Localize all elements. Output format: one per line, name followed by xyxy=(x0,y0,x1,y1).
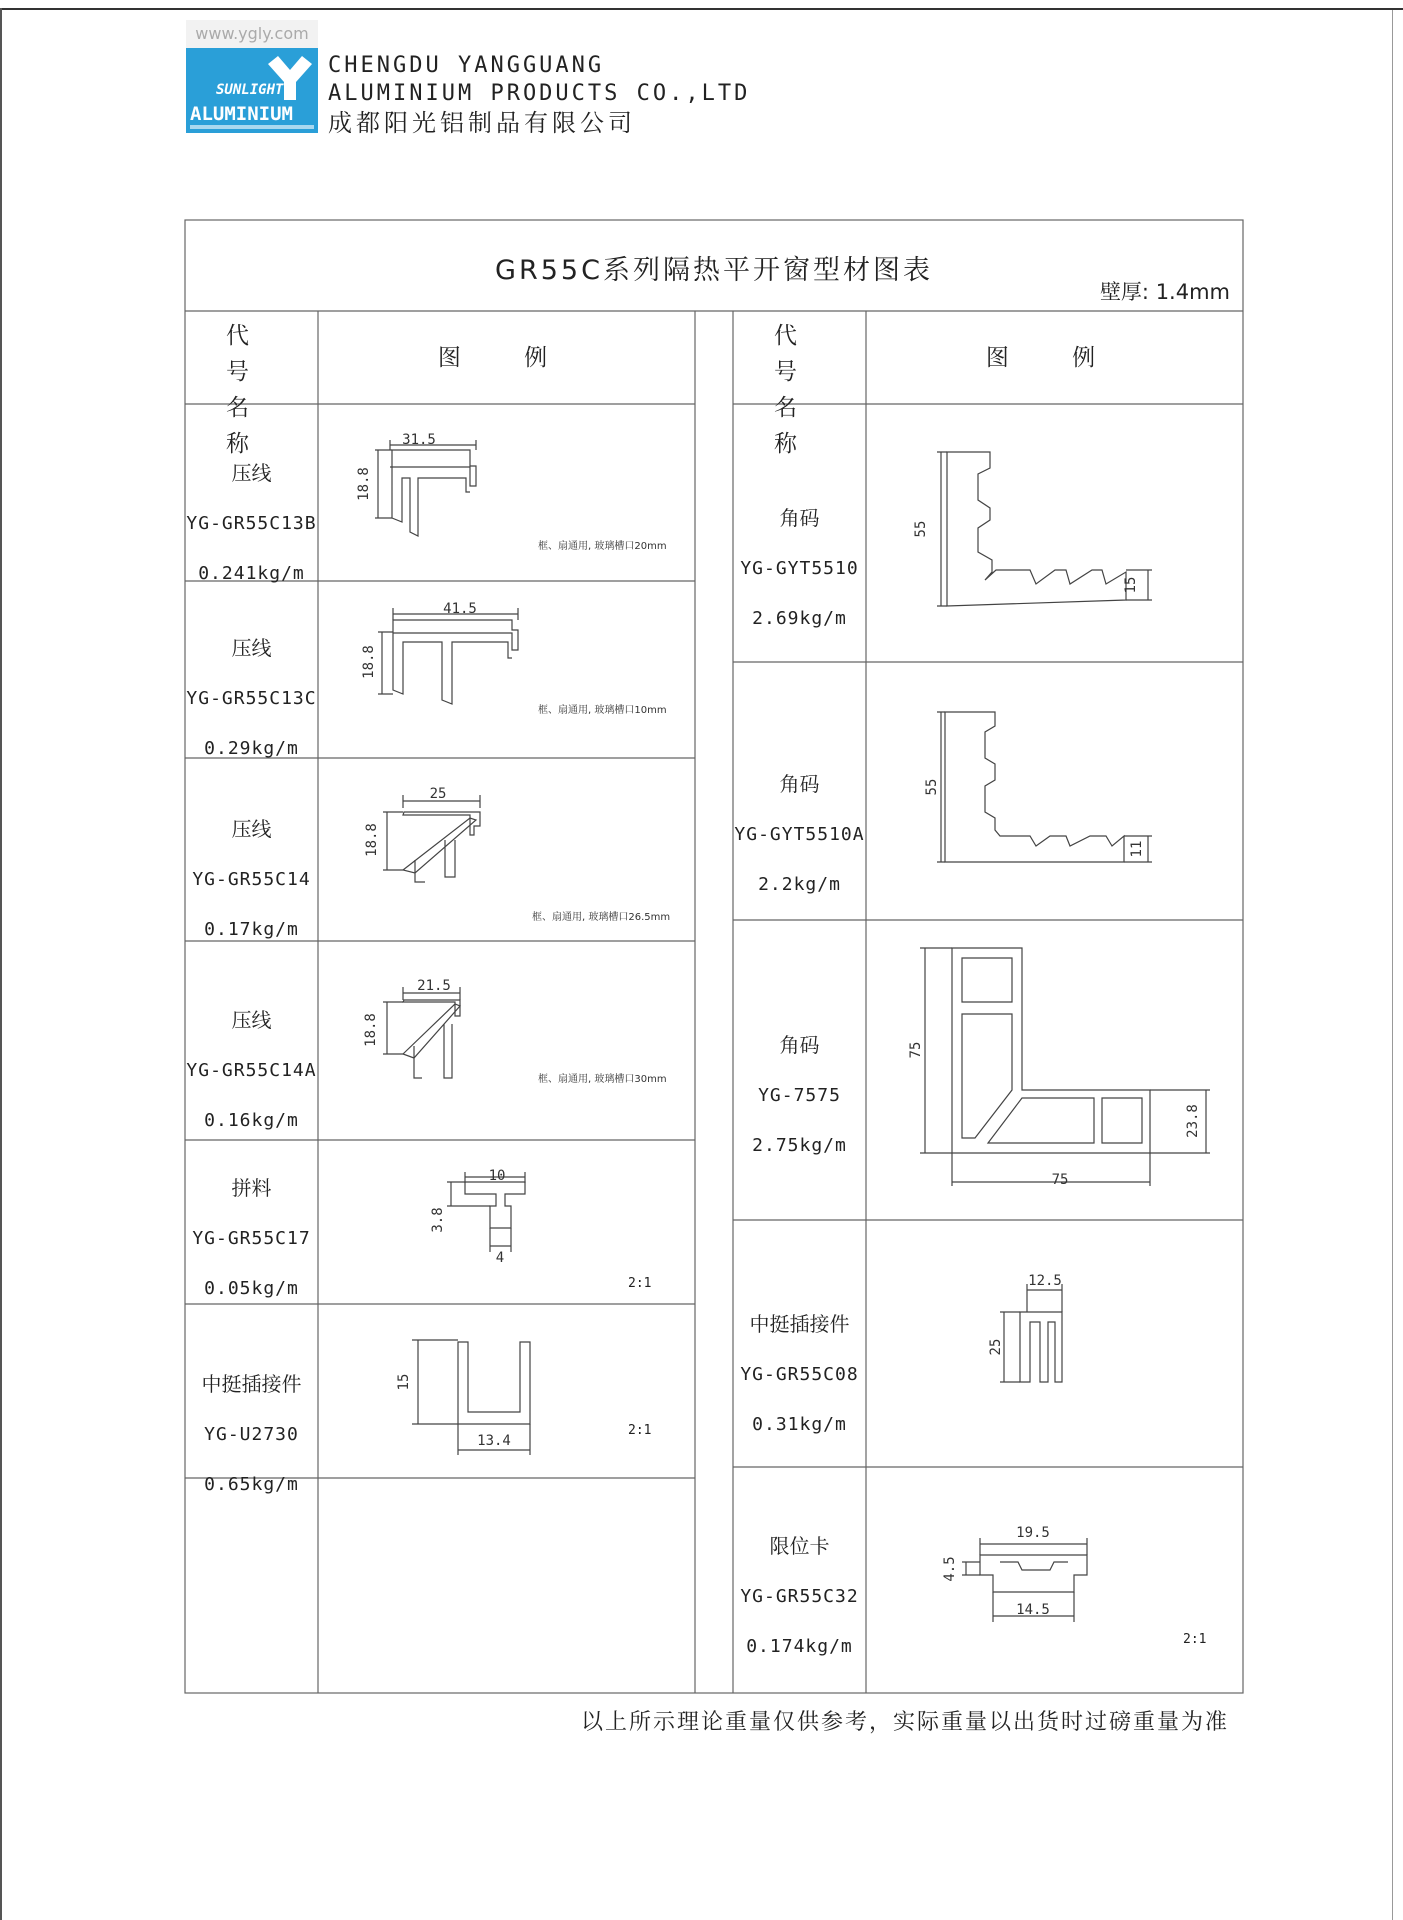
header-figure-left: 图 例 xyxy=(437,345,576,371)
item-name: 压线 xyxy=(231,636,272,660)
item-name: 压线 xyxy=(231,461,272,485)
footer-note: 以上所示理论重量仅供参考，实际重量以出货时过磅重量为准 xyxy=(580,1710,1229,1735)
item-note: 框、扇通用, 玻璃槽口10mm xyxy=(538,705,667,716)
item-weight: 0.05kg/m xyxy=(204,1278,299,1299)
scale-label: 2:1 xyxy=(628,1276,652,1291)
dim-label: 55 xyxy=(913,520,929,538)
item-code: YG-GR55C17 xyxy=(192,1228,311,1249)
item-name: 角码 xyxy=(779,506,820,530)
dim-label: 75 xyxy=(1051,1172,1069,1188)
company-name-cn: 成都阳光铝制品有限公司 xyxy=(328,109,636,137)
dim-label: 11 xyxy=(1129,840,1145,858)
dim-label: 13.4 xyxy=(477,1433,511,1449)
dim-label: 15 xyxy=(396,1373,412,1391)
dim-label: 10 xyxy=(488,1168,506,1184)
dim-label: 18.8 xyxy=(356,467,372,501)
scale-label: 2:1 xyxy=(1183,1632,1207,1647)
header-figure-right: 图 例 xyxy=(985,345,1124,371)
item-note: 框、扇通用, 玻璃槽口26.5mm xyxy=(532,912,671,923)
item-weight: 0.174kg/m xyxy=(746,1636,853,1657)
dim-label: 18.8 xyxy=(361,645,377,679)
item-code: YG-GYT5510A xyxy=(734,824,865,845)
item-label-gr55c13c xyxy=(185,614,318,783)
profile-drawing-gyt5510 xyxy=(937,452,1152,606)
item-weight: 0.29kg/m xyxy=(204,738,299,759)
item-label-yg7575 xyxy=(733,1011,866,1180)
item-weight: 0.16kg/m xyxy=(204,1110,299,1131)
dim-label: 14.5 xyxy=(1016,1602,1050,1618)
item-weight: 0.31kg/m xyxy=(752,1414,847,1435)
item-name: 角码 xyxy=(779,772,820,796)
item-name: 压线 xyxy=(231,817,272,841)
item-label-gyt5510a xyxy=(733,750,866,919)
item-label-gr55c08 xyxy=(733,1290,866,1459)
dim-label: 23.8 xyxy=(1185,1104,1201,1138)
item-name: 限位卡 xyxy=(769,1534,830,1558)
watermark: www.ygly.com xyxy=(186,20,318,48)
profile-drawing-gr55c13b xyxy=(375,440,476,536)
item-weight: 2.2kg/m xyxy=(758,874,841,895)
dim-label: 75 xyxy=(908,1041,924,1059)
header-code-left: 代 号 名 称 xyxy=(226,323,277,457)
item-code: YG-GR55C14A xyxy=(186,1060,317,1081)
item-note: 框、扇通用, 玻璃槽口20mm xyxy=(538,541,667,552)
dim-label: 4.5 xyxy=(942,1556,958,1582)
profile-drawing-gr55c08 xyxy=(1000,1284,1062,1382)
item-name: 中挺插接件 xyxy=(201,1372,302,1396)
header-code-right: 代 号 名 称 xyxy=(774,323,825,457)
item-code: YG-GR55C13C xyxy=(186,688,317,709)
company-name-en-1: CHENGDU YANGGUANG xyxy=(328,53,605,78)
dim-label: 55 xyxy=(924,778,940,796)
item-weight: 0.65kg/m xyxy=(204,1474,299,1495)
item-label-gr55c13b xyxy=(185,439,318,608)
item-code: YG-GR55C13B xyxy=(186,513,317,534)
item-weight: 0.17kg/m xyxy=(204,919,299,940)
dim-label: 18.8 xyxy=(363,1013,379,1047)
item-code: YG-GYT5510 xyxy=(740,558,859,579)
dim-label: 12.5 xyxy=(1028,1273,1062,1289)
dim-label: 18.8 xyxy=(364,823,380,857)
item-code: YG-GR55C14 xyxy=(192,869,311,890)
company-name-en-2: ALUMINIUM PRODUCTS CO.,LTD xyxy=(328,81,751,106)
item-label-u2730 xyxy=(185,1350,318,1519)
profile-drawing-gr55c17 xyxy=(447,1172,525,1252)
logo-text-sunlight: SUNLIGHT xyxy=(216,82,284,98)
table-title: GR55C系列隔热平开窗型材图表 xyxy=(495,255,933,286)
profile-drawing-gr55c14 xyxy=(383,795,480,882)
dim-label: 19.5 xyxy=(1016,1525,1050,1541)
item-label-gr55c14 xyxy=(185,795,318,964)
item-name: 角码 xyxy=(779,1033,820,1057)
dim-label: 25 xyxy=(988,1338,1004,1356)
dim-label: 41.5 xyxy=(443,601,477,617)
dim-label: 21.5 xyxy=(417,978,451,994)
item-note: 框、扇通用, 玻璃槽口30mm xyxy=(538,1074,667,1085)
item-name: 拼料 xyxy=(231,1176,272,1200)
item-code: YG-U2730 xyxy=(204,1424,299,1445)
item-weight: 2.69kg/m xyxy=(752,608,847,629)
profile-drawing-yg7575 xyxy=(920,948,1210,1186)
dim-label: 31.5 xyxy=(402,432,436,448)
profile-drawing-u2730 xyxy=(412,1340,530,1455)
logo-text-aluminium: ALUMINIUM xyxy=(190,103,293,125)
profile-drawing-gr55c14a xyxy=(383,987,460,1078)
item-code: YG-GR55C08 xyxy=(740,1364,859,1385)
dim-label: 15 xyxy=(1123,576,1139,594)
item-label-gr55c14a xyxy=(185,986,318,1155)
item-code: YG-GR55C32 xyxy=(740,1586,859,1607)
profile-drawing-gyt5510a xyxy=(937,712,1152,862)
dim-label: 25 xyxy=(429,786,447,802)
item-label-gyt5510 xyxy=(733,484,866,653)
item-weight: 0.241kg/m xyxy=(198,563,305,584)
item-weight: 2.75kg/m xyxy=(752,1135,847,1156)
wall-thickness: 壁厚: 1.4mm xyxy=(1099,280,1230,304)
item-label-gr55c17 xyxy=(185,1154,318,1323)
item-name: 中挺插接件 xyxy=(749,1312,850,1336)
dim-label: 4 xyxy=(495,1250,505,1266)
item-name: 压线 xyxy=(231,1008,272,1032)
item-code: YG-7575 xyxy=(758,1085,841,1106)
profile-drawing-gr55c13c xyxy=(378,608,518,704)
scale-label: 2:1 xyxy=(628,1423,652,1438)
dim-label: 3.8 xyxy=(430,1207,446,1233)
table-grid xyxy=(185,220,1243,1693)
item-label-gr55c32 xyxy=(733,1512,866,1681)
